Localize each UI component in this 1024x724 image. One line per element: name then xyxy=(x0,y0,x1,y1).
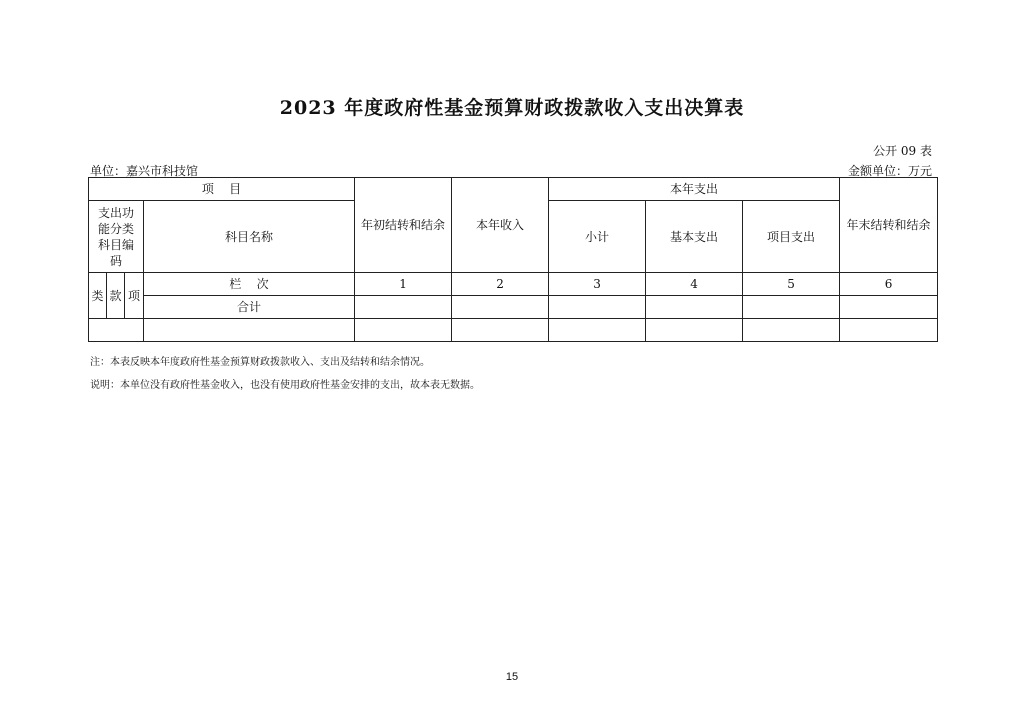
header-func-code-text: 支出功能分类科目编码 xyxy=(97,205,134,268)
header-subject-name: 科目名称 xyxy=(144,201,355,273)
unit-label: 单位：嘉兴市科技馆 xyxy=(90,164,199,178)
page-title: 2023 年度政府性基金预算财政拨款收入支出决算表 xyxy=(279,97,745,119)
column-number: 3 xyxy=(549,273,646,296)
column-number: 1 xyxy=(355,273,452,296)
page-number: 15 xyxy=(505,671,519,683)
header-func-code xyxy=(89,201,144,273)
table-cell xyxy=(144,319,355,342)
amount-unit-label: 金额单位：万元 xyxy=(847,164,932,178)
header-item: 项 目 xyxy=(89,178,355,201)
col-xiang: 项 xyxy=(125,273,144,319)
budget-table xyxy=(88,177,938,342)
header-subtotal: 小计 xyxy=(549,201,646,273)
header-closing-balance: 年末结转和结余 xyxy=(840,178,938,273)
form-code: 公开 09 表 xyxy=(873,144,932,158)
col-kuan: 款 xyxy=(107,273,125,319)
table-cell xyxy=(355,319,452,342)
table-header-row-1 xyxy=(89,178,938,201)
header-project: 项目支出 xyxy=(743,201,840,273)
col-lei: 类 xyxy=(89,273,107,319)
total-row xyxy=(89,296,938,319)
table-cell xyxy=(646,296,743,319)
header-opening-balance: 年初结转和结余 xyxy=(355,178,452,273)
empty-row xyxy=(89,319,938,342)
table-explanation: 说明：本单位没有政府性基金收入，也没有使用政府性基金安排的支出，故本表无数据。 xyxy=(90,380,480,391)
column-number-row xyxy=(89,273,938,296)
table-note: 注：本表反映本年度政府性基金预算财政拨款收入、支出及结转和结余情况。 xyxy=(90,357,430,368)
table-cell xyxy=(452,296,549,319)
table-cell xyxy=(549,319,646,342)
row-column-label: 栏 次 xyxy=(144,273,355,296)
column-number: 2 xyxy=(452,273,549,296)
table-cell xyxy=(452,319,549,342)
table-cell xyxy=(743,296,840,319)
table-cell xyxy=(840,296,938,319)
header-expenditure: 本年支出 xyxy=(549,178,840,201)
table-cell xyxy=(89,319,144,342)
table-cell xyxy=(549,296,646,319)
table-cell xyxy=(355,296,452,319)
table-cell xyxy=(646,319,743,342)
total-label: 合计 xyxy=(144,296,355,319)
column-number: 4 xyxy=(646,273,743,296)
header-basic: 基本支出 xyxy=(646,201,743,273)
column-number: 6 xyxy=(840,273,938,296)
table-cell xyxy=(840,319,938,342)
table-cell xyxy=(743,319,840,342)
header-income: 本年收入 xyxy=(452,178,549,273)
column-number: 5 xyxy=(743,273,840,296)
